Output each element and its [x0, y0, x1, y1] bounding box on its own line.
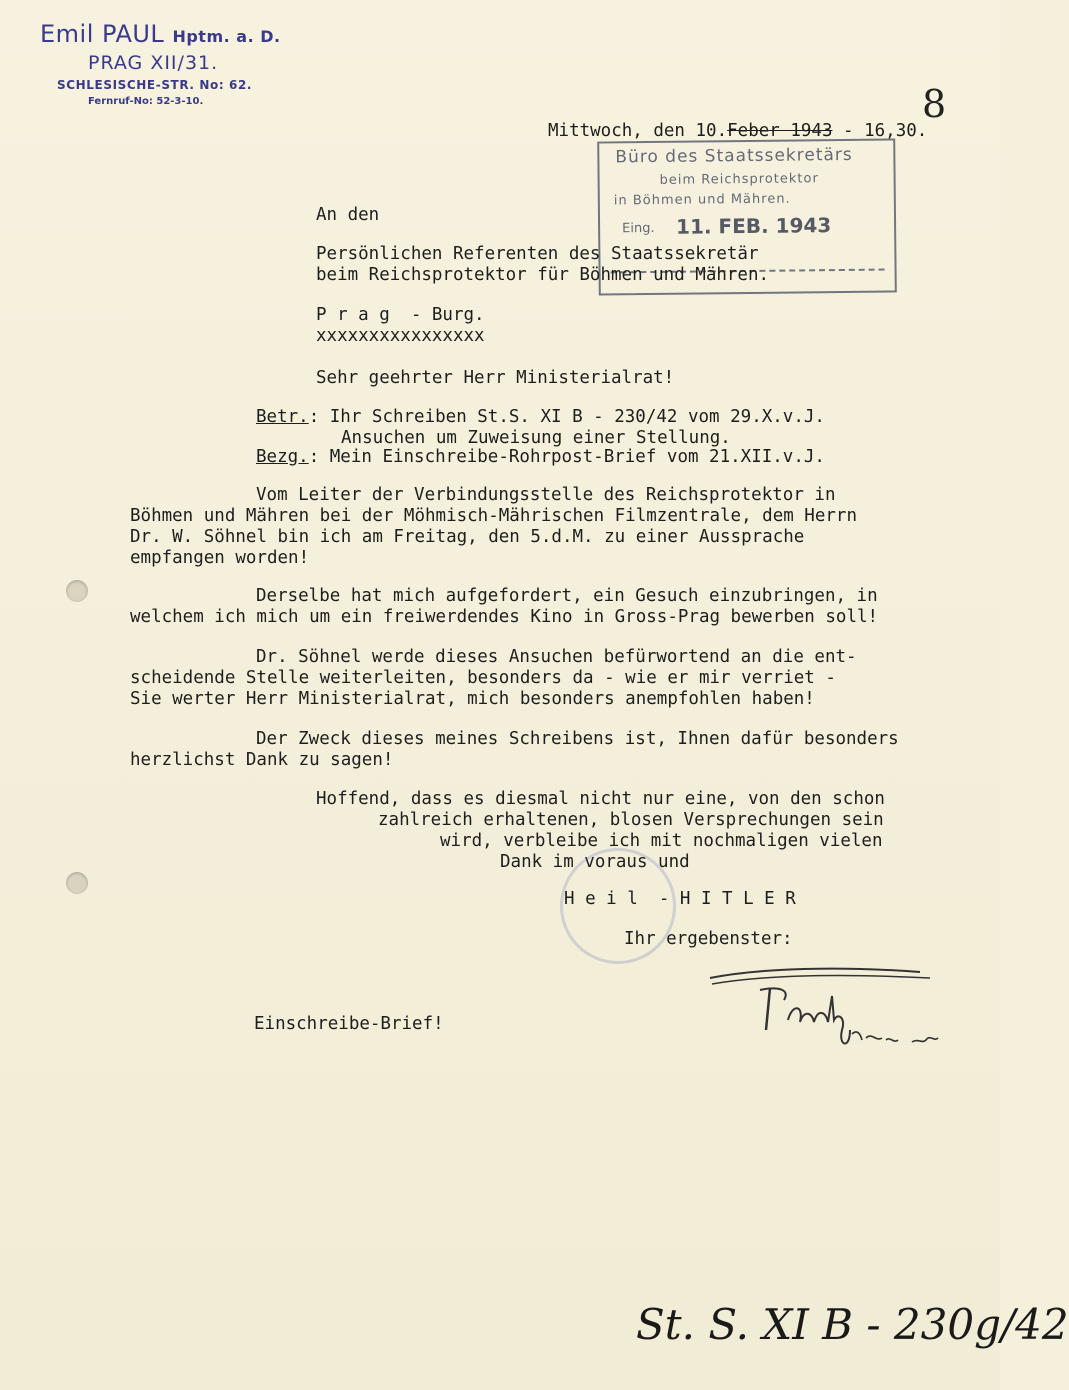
body-line: Der Zweck dieses meines Schreibens ist, Ihnen dafür besonders [256, 729, 899, 749]
sender-street: SCHLESISCHE-STR. No: 62. [57, 78, 253, 92]
stamp-office: Büro des Staatssekretärs [615, 144, 853, 168]
sender-name: Emil PAUL [40, 20, 165, 48]
body-line: Dr. Söhnel werde dieses Ansuchen befürwortend an die ent- [256, 647, 857, 667]
body-line: Vom Leiter der Verbindungsstelle des Reichsprotektor in [256, 485, 836, 505]
registered-note: Einschreibe-Brief! [254, 1014, 444, 1034]
page-number: 8 [922, 82, 947, 126]
body-line: herzlichst Dank zu sagen! [130, 750, 394, 770]
stamp-date: 11. FEB. 1943 [675, 213, 832, 239]
punch-hole [66, 580, 88, 602]
date-time: - 16,30. [832, 121, 928, 141]
bezg-text: : Mein Einschreibe-Rohrpost-Brief vom 21.XII.v.J. [308, 447, 825, 467]
body-line: scheidende Stelle weiterleiten, besonders da - wie er mir verriet - [130, 668, 836, 688]
punch-hole [66, 872, 88, 894]
body-line: empfangen worden! [130, 548, 310, 568]
body-line: wird, verbleibe ich mit nochmaligen vielen [440, 831, 883, 851]
closing-greeting: H e i l - H I T L E R [564, 889, 796, 909]
body-line: Böhmen und Mähren bei der Möhmisch-Mährischen Filmzentrale, dem Herrn [130, 506, 857, 526]
body-line: Hoffend, dass es diesmal nicht nur eine, von den schon [316, 789, 885, 809]
closing-sign-off: Ihr ergebenster: [624, 929, 793, 949]
body-line: Sie werter Herr Ministerialrat, mich besonders anempfohlen haben! [130, 689, 815, 709]
archive-reference: St. S. XI B - 230g/42 [636, 1300, 1069, 1349]
betr-label: Betr. [256, 407, 309, 427]
address-line-5: xxxxxxxxxxxxxxxx [316, 326, 485, 346]
address-line-2: Persönlichen Referenten des Staatssekretär [316, 244, 759, 264]
sender-phone: Fernruf-No: 52-3-10. [88, 96, 204, 107]
stamp-eing-label: Eing. [622, 220, 655, 237]
subject-betr-2: Ansuchen um Zuweisung einer Stellung. [341, 428, 731, 448]
date-struck: Feber 1943 [727, 121, 833, 141]
body-line: Derselbe hat mich aufgefordert, ein Gesuch einzubringen, in [256, 586, 878, 606]
address-line-1: An den [316, 205, 380, 225]
body-line: zahlreich erhaltenen, blosen Versprechungen sein [378, 810, 884, 830]
body-line: Dr. W. Söhnel bin ich am Freitag, den 5.d.M. zu einer Aussprache [130, 527, 805, 547]
body-line: welchem ich mich um ein freiwerdendes Kino in Gross-Prag bewerben soll! [130, 607, 879, 627]
betr-text: : Ihr Schreiben St.S. XI B - 230/42 vom 29.X.v.J. [308, 407, 825, 427]
subject-bezg [256, 446, 825, 468]
salutation: Sehr geehrter Herr Ministerialrat! [316, 368, 675, 388]
letterhead-name-line [40, 20, 281, 48]
address-line-4: P r a g - Burg. [316, 305, 485, 325]
bezg-label: Bezg. [256, 447, 309, 467]
subject-betr [256, 406, 825, 428]
body-line: Dank im voraus und [500, 852, 690, 872]
date-part: Mittwoch, den 10. [548, 121, 728, 141]
stamp-line-3: in Böhmen und Mähren. [613, 191, 791, 209]
sender-city: PRAG XII/31. [88, 52, 219, 74]
stamp-line-2: beim Reichsprotektor [659, 171, 819, 188]
address-line-3: beim Reichsprotektor für Böhmen und Mähren. [316, 265, 770, 285]
sender-rank: Hptm. a. D. [172, 27, 281, 46]
handwritten-signature [700, 960, 960, 1070]
